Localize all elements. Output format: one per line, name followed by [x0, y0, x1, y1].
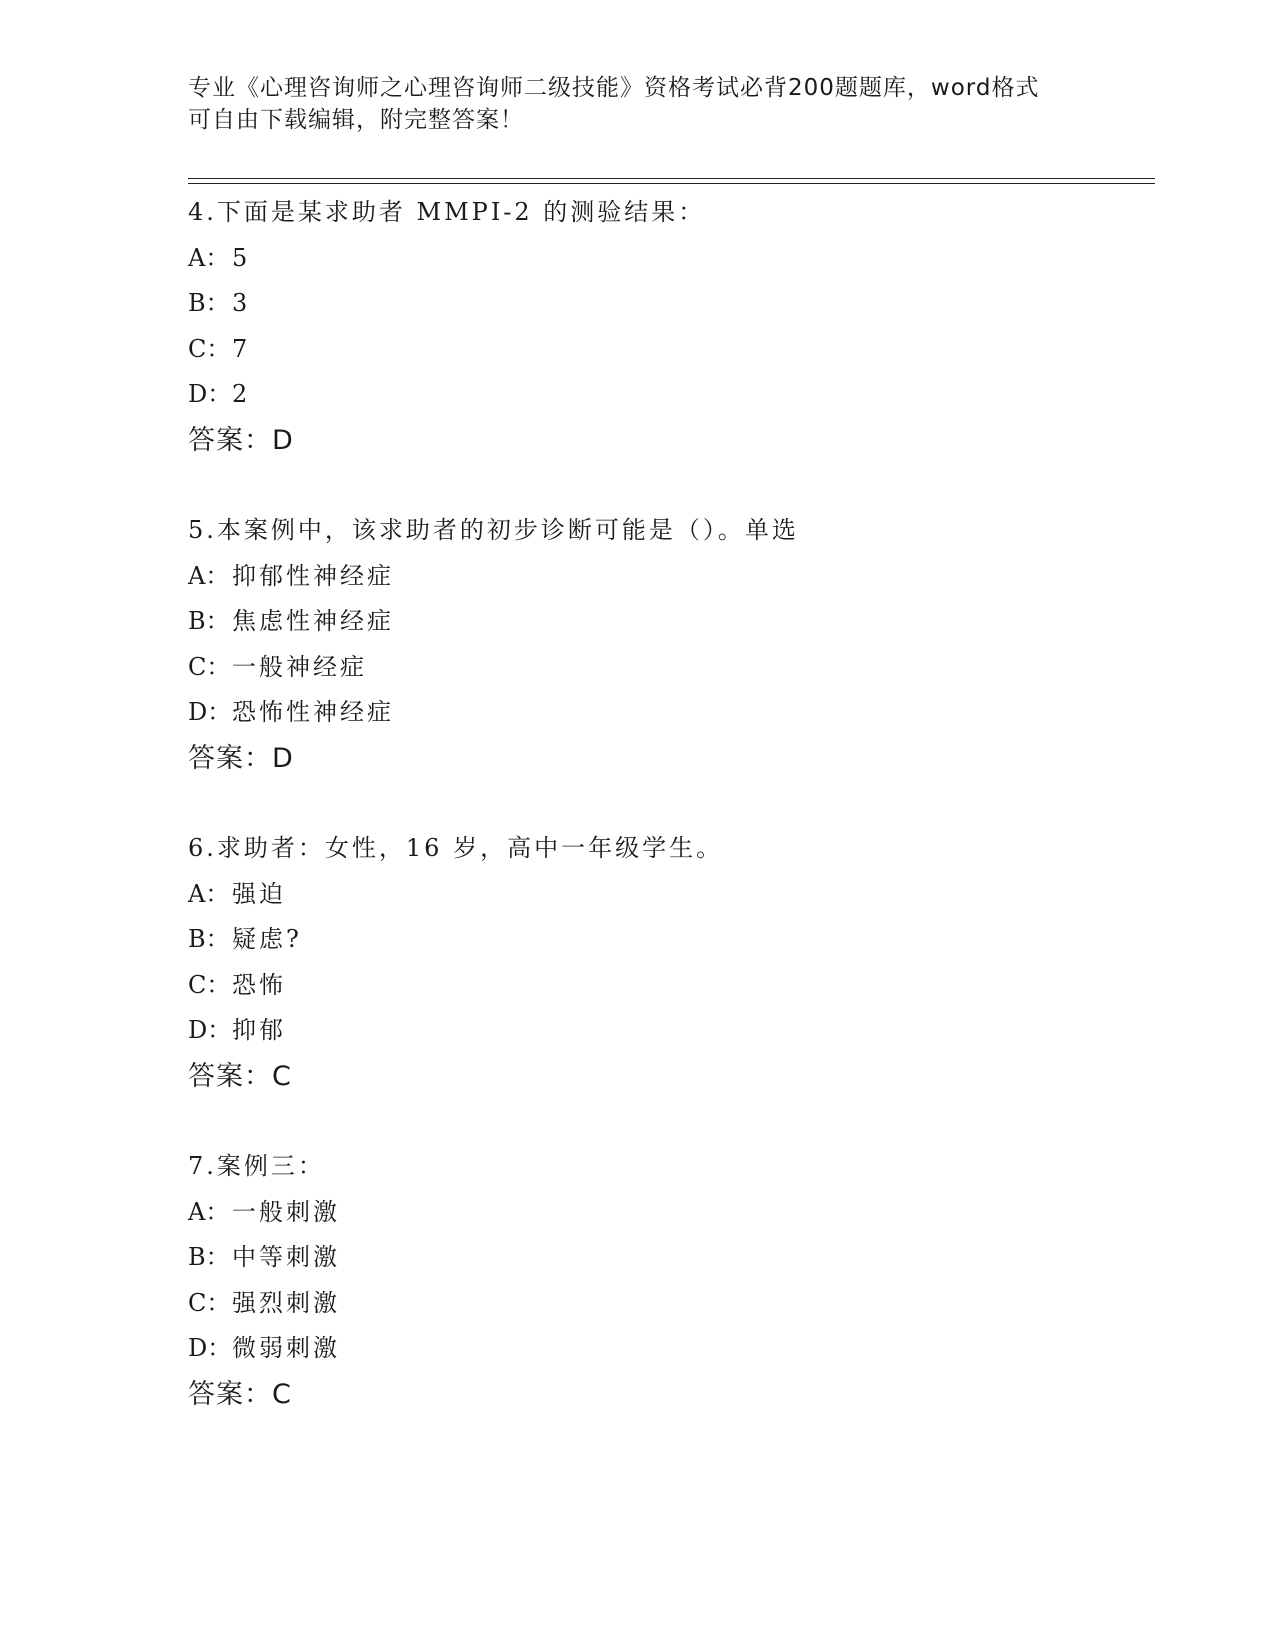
option-d: D：抑郁 — [188, 1016, 286, 1045]
document-header — [188, 72, 1088, 136]
header-divider-top — [188, 178, 1155, 179]
question-stem: 7.案例三： — [188, 1152, 325, 1180]
option-c: C：恐怖 — [188, 970, 286, 999]
option-a: A： 一般刺激 — [188, 1197, 340, 1226]
option-d: D：微弱刺激 — [188, 1334, 340, 1363]
option-b: B：焦虑性神经症 — [188, 607, 394, 636]
question-stem: 4.下面是某求助者 MMPI-2 的测验结果： — [188, 198, 706, 226]
option-d: D：2 — [188, 380, 251, 409]
header-line-1: 专业《心理咨询师之心理咨询师二级技能》资格考试必背200题题库，word格式 — [188, 75, 1040, 101]
question-4 — [188, 190, 1148, 464]
option-c: C：强烈刺激 — [188, 1288, 340, 1317]
option-b: B：3 — [188, 289, 251, 318]
answer: 答案：D — [188, 424, 294, 456]
option-a: A： 5 — [188, 243, 251, 272]
option-a: A： 抑郁性神经症 — [188, 561, 394, 590]
question-5 — [188, 508, 1148, 782]
answer: 答案：C — [188, 1378, 292, 1410]
question-stem: 5.本案例中，该求助者的初步诊断可能是（）。单选 — [188, 516, 799, 544]
header-line-2: 可自由下载编辑，附完整答案！ — [188, 107, 524, 133]
option-c: C：一般神经症 — [188, 652, 367, 681]
answer: 答案：D — [188, 742, 294, 774]
header-divider-bottom — [188, 183, 1155, 184]
option-d: D：恐怖性神经症 — [188, 698, 394, 727]
question-6 — [188, 826, 1148, 1100]
question-stem: 6.求助者：女性，16 岁，高中一年级学生。 — [188, 834, 724, 862]
option-a: A： 强迫 — [188, 879, 286, 908]
option-b: B：疑虑? — [188, 925, 302, 954]
option-c: C：7 — [188, 334, 251, 363]
option-b: B：中等刺激 — [188, 1243, 340, 1272]
question-7 — [188, 1144, 1148, 1418]
answer: 答案：C — [188, 1060, 292, 1092]
